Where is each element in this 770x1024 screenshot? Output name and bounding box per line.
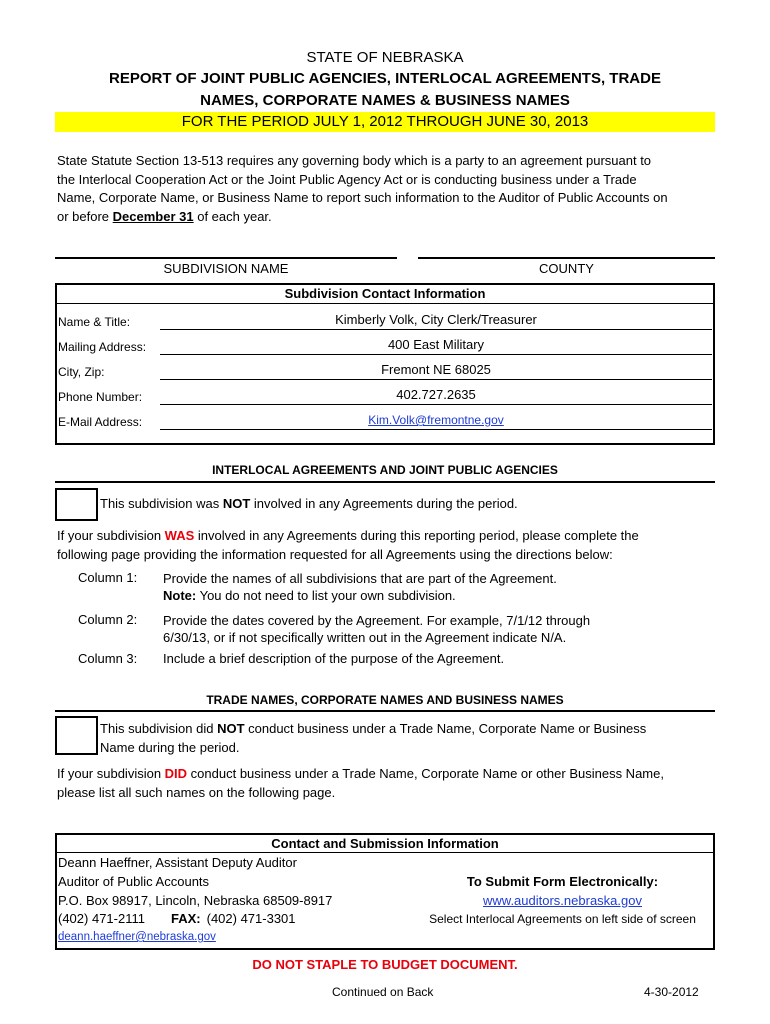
label-text: involved in any Agreements during the period. xyxy=(250,496,518,511)
auditor-office: Auditor of Public Accounts xyxy=(58,874,210,889)
column-text-line: Provide the names of all subdivisions that are part of the Agreement. xyxy=(163,571,557,586)
emphasis-not: NOT xyxy=(217,721,245,736)
column-2-label: Column 2: xyxy=(78,612,138,627)
instruction-line xyxy=(57,527,639,546)
column-3-label: Column 3: xyxy=(78,651,138,666)
intro-text: of each year. xyxy=(193,208,272,224)
no-trade-names-checkbox[interactable] xyxy=(55,716,98,755)
intro-line xyxy=(57,208,668,227)
emphasis-did: DID xyxy=(164,766,188,781)
divider xyxy=(55,852,715,853)
report-period: FOR THE PERIOD JULY 1, 2012 THROUGH JUNE 30, 2013 xyxy=(55,112,715,132)
continued-on-back: Continued on Back xyxy=(332,985,434,999)
fax-number: (402) 471-3301 xyxy=(206,911,296,926)
phone-number-field[interactable]: 402.727.2635 xyxy=(160,387,712,405)
auditor-address: P.O. Box 98917, Lincoln, Nebraska 68509-8917 xyxy=(58,893,333,908)
subdivision-name-label: SUBDIVISION NAME xyxy=(163,261,289,276)
auditor-email-link[interactable]: deann.haeffner@nebraska.gov xyxy=(58,931,216,943)
report-title-line2: NAMES, CORPORATE NAMES & BUSINESS NAMES xyxy=(200,92,570,109)
form-revision-date: 4-30-2012 xyxy=(644,985,699,999)
label-text: This subdivision did xyxy=(100,721,218,736)
website-link[interactable]: www.auditors.nebraska.gov xyxy=(483,893,642,908)
divider xyxy=(55,481,715,483)
county-label: COUNTY xyxy=(539,261,594,276)
no-agreements-checkbox[interactable] xyxy=(55,488,98,521)
interlocal-instructions xyxy=(57,527,639,564)
column-note xyxy=(163,587,557,604)
no-staple-warning: DO NOT STAPLE TO BUDGET DOCUMENT. xyxy=(252,957,518,972)
column-3-text: Include a brief description of the purpose of the Agreement. xyxy=(163,651,505,666)
instr-text: If your subdivision xyxy=(57,528,165,543)
divider xyxy=(55,303,715,304)
field-label-email: E-Mail Address: xyxy=(58,415,143,429)
state-title: STATE OF NEBRASKA xyxy=(306,49,464,66)
instruction-line: following page providing the information requested for all Agreements using the directions below: xyxy=(57,546,613,562)
auditor-website[interactable] xyxy=(410,893,715,908)
emphasis-not: NOT xyxy=(222,496,251,511)
column-1-label: Column 1: xyxy=(78,570,138,585)
note-text: You do not need to list your own subdivision. xyxy=(196,588,456,603)
column-1-text xyxy=(163,570,557,604)
note-label: Note: xyxy=(163,588,197,603)
name-title-field[interactable]: Kimberly Volk, City Clerk/Treasurer xyxy=(160,312,712,330)
no-trade-names-label xyxy=(100,720,646,757)
emphasis-was: WAS xyxy=(164,528,195,543)
intro-line: Name, Corporate Name, or Business Name to report such information to the Auditor of Public Accounts on xyxy=(57,190,668,205)
interlocal-header: INTERLOCAL AGREEMENTS AND JOINT PUBLIC AGENCIES xyxy=(212,463,558,477)
trade-names-header: TRADE NAMES, CORPORATE NAMES AND BUSINESS NAMES xyxy=(206,693,564,707)
field-label-phone: Phone Number: xyxy=(58,390,143,404)
deadline-date: December 31 xyxy=(112,208,194,224)
auditor-phone-fax xyxy=(58,911,296,926)
submission-header: Contact and Submission Information xyxy=(271,836,499,851)
field-label-name-title: Name & Title: xyxy=(58,315,131,329)
divider xyxy=(55,710,715,712)
intro-text: or before xyxy=(57,208,113,224)
phone-number: (402) 471-2111 xyxy=(58,911,145,926)
column-2-text xyxy=(163,612,590,646)
label-text: conduct business under a Trade Name, Corporate Name or Business xyxy=(244,721,647,736)
auditor-name: Deann Haeffner, Assistant Deputy Auditor xyxy=(58,855,297,870)
instruction-line xyxy=(57,765,664,784)
statute-intro xyxy=(57,152,668,226)
intro-line: the Interlocal Cooperation Act or the Joint Public Agency Act or is conducting business under a Trade xyxy=(57,171,637,187)
county-line[interactable] xyxy=(418,257,715,259)
field-label-mailing: Mailing Address: xyxy=(58,340,147,354)
email-address-field[interactable] xyxy=(160,413,712,430)
no-agreements-label xyxy=(100,496,518,511)
mailing-address-field[interactable]: 400 East Military xyxy=(160,337,712,355)
instr-text: involved in any Agreements during this reporting period, please complete the xyxy=(194,528,639,543)
label-line xyxy=(100,720,646,739)
label-text: This subdivision was xyxy=(100,496,223,511)
instruction-line: please list all such names on the following page. xyxy=(57,784,336,800)
email-link[interactable]: Kim.Volk@fremontne.gov xyxy=(368,413,504,427)
field-label-city-zip: City, Zip: xyxy=(58,365,105,379)
contact-info-header: Subdivision Contact Information xyxy=(284,286,486,301)
column-text-line: Provide the dates covered by the Agreement. For example, 7/1/12 through xyxy=(163,613,591,628)
instr-text: If your subdivision xyxy=(57,766,165,781)
report-title-line1: REPORT OF JOINT PUBLIC AGENCIES, INTERLOCAL AGREEMENTS, TRADE xyxy=(109,70,661,87)
trade-instructions xyxy=(57,765,664,802)
auditor-email[interactable] xyxy=(58,931,216,943)
column-text-line: 6/30/13, or if not specifically written out in the Agreement indicate N/A. xyxy=(163,630,567,645)
submit-note: Select Interlocal Agreements on left side of screen xyxy=(429,912,696,926)
fax-label: FAX: xyxy=(170,911,201,926)
submit-electronically-title: To Submit Form Electronically: xyxy=(466,874,659,889)
label-line: Name during the period. xyxy=(100,739,240,755)
subdivision-name-line[interactable] xyxy=(55,257,397,259)
intro-line: State Statute Section 13-513 requires any governing body which is a party to an agreement pursuant to xyxy=(57,153,652,168)
instr-text: conduct business under a Trade Name, Corporate Name or other Business Name, xyxy=(187,766,664,781)
city-zip-field[interactable]: Fremont NE 68025 xyxy=(160,362,712,380)
